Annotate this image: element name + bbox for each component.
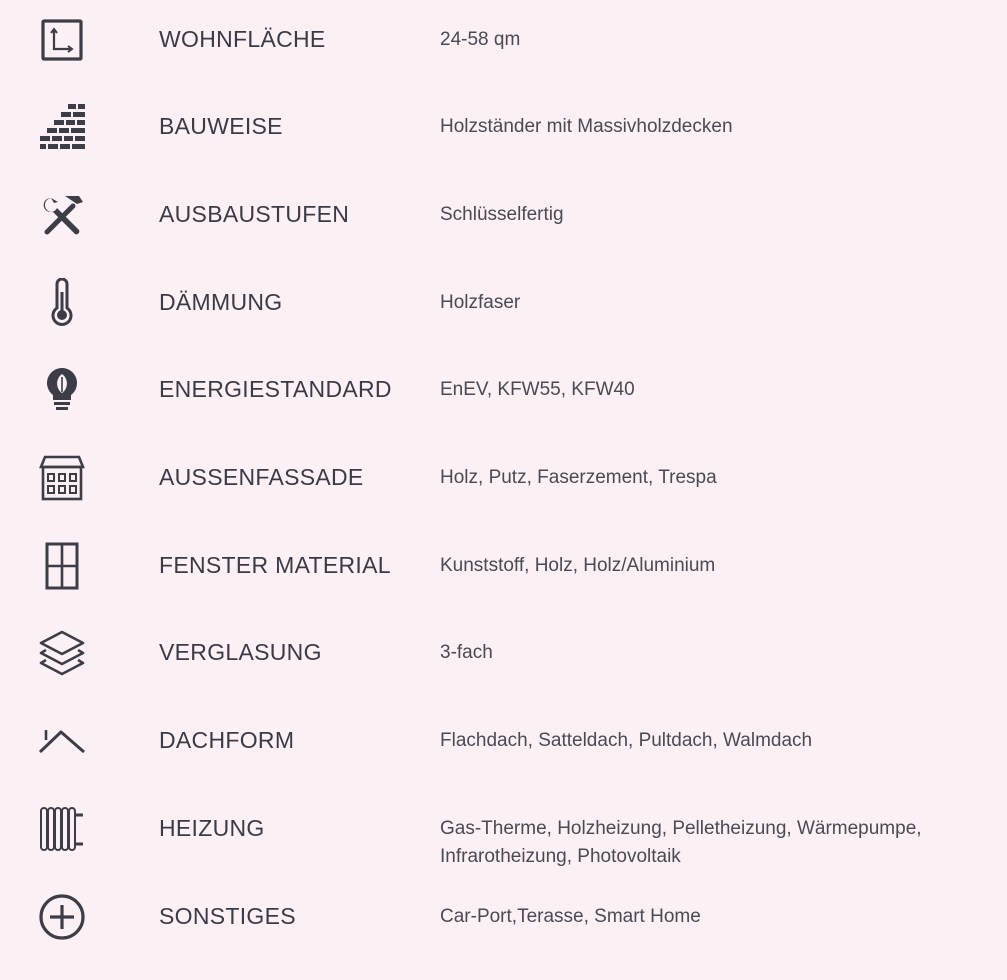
feature-label: BAUWEISE (159, 113, 283, 139)
thermometer-icon (36, 277, 88, 329)
feature-value: Kunststoff, Holz, Holz/Aluminium (440, 555, 716, 576)
radiator-icon (36, 803, 88, 855)
feature-label: AUSBAUSTUFEN (159, 201, 350, 227)
feature-row-fenster-material (0, 540, 1007, 600)
feature-label: AUSSENFASSADE (159, 464, 364, 490)
feature-row-verglasung (0, 627, 1007, 687)
feature-value: Gas-Therme, Holzheizung, Pelletheizung, Wärmepumpe, Infrarotheizung, Photovoltaik (440, 818, 922, 867)
feature-row-dachform (0, 715, 1007, 775)
layers-icon (36, 627, 88, 679)
feature-row-energiestandard (0, 364, 1007, 424)
feature-row-daemmung (0, 277, 1007, 337)
feature-label: ENERGIESTANDARD (159, 376, 392, 402)
window-icon (36, 540, 88, 592)
feature-row-wohnflaeche (0, 14, 1007, 74)
plus-circle-icon (36, 891, 88, 943)
hammer-wrench-icon (36, 189, 88, 241)
feature-value: Holz, Putz, Faserzement, Trespa (440, 467, 717, 488)
building-facade-icon (36, 452, 88, 504)
feature-value: Schlüsselfertig (440, 204, 564, 225)
brick-wall-icon (36, 101, 88, 153)
feature-row-sonstiges (0, 891, 1007, 951)
feature-label: HEIZUNG (159, 815, 265, 841)
feature-label: WOHNFLÄCHE (159, 26, 326, 52)
feature-row-ausbaustufen (0, 189, 1007, 249)
feature-value: Holzständer mit Massivholzdecken (440, 116, 733, 137)
feature-label: DÄMMUNG (159, 289, 283, 315)
feature-label: SONSTIGES (159, 903, 296, 929)
floor-area-icon (36, 14, 88, 66)
feature-row-aussenfassade (0, 452, 1007, 512)
feature-value: Car-Port,Terasse, Smart Home (440, 906, 701, 927)
feature-label: DACHFORM (159, 727, 295, 753)
feature-value: 3-fach (440, 642, 493, 663)
feature-label: VERGLASUNG (159, 639, 322, 665)
feature-row-heizung (0, 803, 1007, 867)
roof-icon (36, 715, 88, 767)
feature-value: 24-58 qm (440, 29, 521, 50)
feature-label: FENSTER MATERIAL (159, 552, 391, 578)
feature-value: EnEV, KFW55, KFW40 (440, 379, 635, 400)
eco-lightbulb-icon (36, 364, 88, 416)
feature-value: Holzfaser (440, 292, 521, 313)
feature-row-bauweise (0, 101, 1007, 161)
feature-value: Flachdach, Satteldach, Pultdach, Walmdach (440, 730, 813, 751)
